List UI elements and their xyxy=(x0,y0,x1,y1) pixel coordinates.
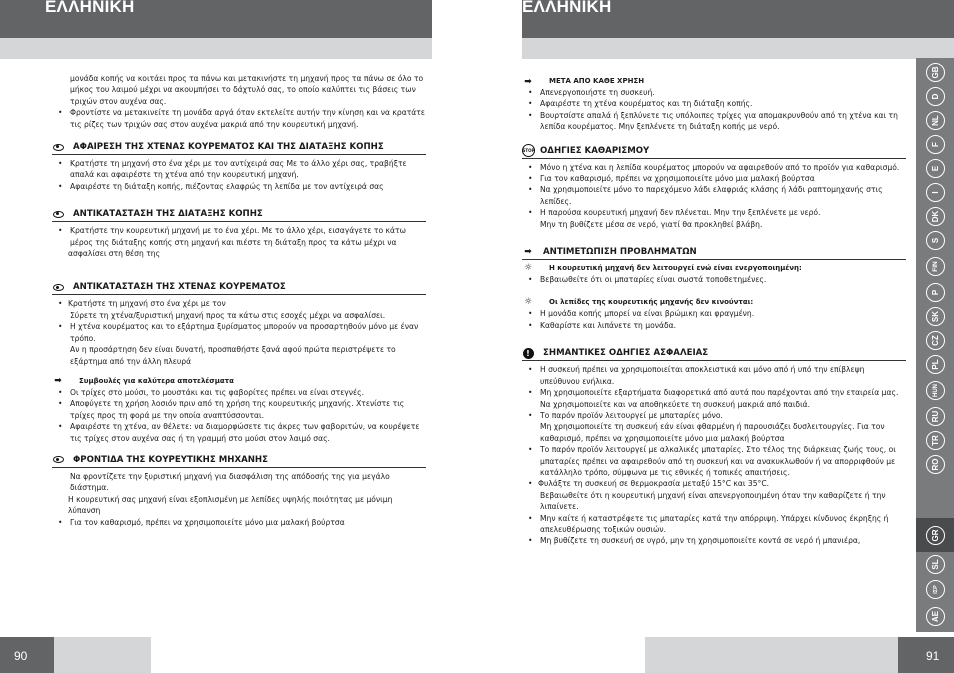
section-replace-blade xyxy=(52,209,426,259)
section-title: ΦΡΟΝΤΙΔΑ ΤΗΣ ΚΟΥΡΕΥΤΙΚΗΣ ΜΗΧΑΝΗΣ xyxy=(73,454,269,465)
section-safety xyxy=(522,348,906,547)
list-item: • Φυλάξτε τη συσκευή σε θερμοκρασία μεταξύ 15°C και 35°C. xyxy=(522,478,906,489)
language-tab-ru[interactable]: RU xyxy=(916,404,954,428)
language-tab-tr[interactable]: TR xyxy=(916,428,954,452)
list-item: • Η συσκευή πρέπει να χρησιμοποιείται αποκλειστικά και μόνο από ή υπό την επίβλεψη υπεύθυνου ενήλικα. xyxy=(522,364,906,387)
language-tab-p[interactable]: P xyxy=(916,280,954,304)
eye-icon xyxy=(52,209,64,219)
language-tab-pl[interactable]: PL xyxy=(916,352,954,376)
right-page-content xyxy=(522,76,906,547)
list-item-cont: Βεβαιωθείτε ότι η κουρευτική μηχανή είναι απενεργοποιημένη όταν την καθαρίζετε ή την λιπαίνετε. xyxy=(540,490,886,512)
eye-icon xyxy=(52,142,64,152)
page-number-left: 90 xyxy=(0,637,54,673)
arrow-right-icon: ➡ xyxy=(54,376,62,387)
list-item: • Μην καίτε ή καταστρέφετε τις μπαταρίες κατά την απόρριψη. Υπάρχει κίνδυνος έκρηξης ή απελευθέρωσης τοξικών ουσιών. xyxy=(522,513,906,536)
header-strip-right xyxy=(522,38,954,59)
list-item: • Κρατήστε τη μηχανή στο ένα χέρι με τον xyxy=(52,298,426,309)
language-tab-e[interactable]: E xyxy=(916,156,954,180)
list-item-cont: Σύρετε τη χτένα/ξυριστική μηχανή προς τα κάτω στις εσοχές μέχρι να ασφαλίσει. xyxy=(70,310,386,320)
language-tab-fin[interactable]: FIN xyxy=(916,252,954,280)
section-heading xyxy=(52,142,426,155)
list-item: • Μη χρησιμοποιείτε εξαρτήματα διαφορετικά από αυτά που παρέχονται από την εταιρεία μας. xyxy=(522,387,906,398)
arrow-right-icon: ➡ xyxy=(524,247,532,258)
section-heading xyxy=(522,146,906,159)
language-tab-il[interactable]: ΙΣΡ xyxy=(916,576,954,602)
list-item: • Μόνο η χτένα και η λεπίδα κουρέματος μπορούν να αφαιρεθούν από το προϊόν για καθαρισμό. xyxy=(522,162,906,173)
list-item: • Η παρούσα κουρευτική μηχανή δεν πλένεται. Μην την ξεπλένετε με νερό. xyxy=(522,207,906,218)
stop-icon: STOP xyxy=(522,146,534,156)
section-title: ΑΦΑΙΡΕΣΗ ΤΗΣ ΧΤΕΝΑΣ ΚΟΥΡΕΜΑΤΟΣ ΚΑΙ ΤΗΣ ΔΙΑΤΑΞΗΣ ΚΟΠΗΣ xyxy=(73,142,384,153)
list-item: • Καθαρίστε και λιπάνετε τη μονάδα. xyxy=(522,320,906,331)
left-page-content xyxy=(52,73,426,528)
language-tab-nl[interactable]: NL xyxy=(916,108,954,132)
section-title: ΟΔΗΓΙΕΣ ΚΑΘΑΡΙΣΜΟΥ xyxy=(540,145,650,156)
section-title: ΣΗΜΑΝΤΙΚΕΣ ΟΔΗΓΙΕΣ ΑΣΦΑΛΕΙΑΣ xyxy=(543,348,709,359)
page-title-right: ΕΛΛΗΝΙΚΗ xyxy=(522,0,612,16)
section-heading xyxy=(52,282,426,295)
list-item: • Το παρόν προϊόν λειτουργεί με μπαταρίες μόνο. xyxy=(522,410,906,421)
list-item-cont: Αν η προσάρτηση δεν είναι δυνατή, προσπαθήστε ξανά αφού πρώτα περιστρέψετε το εξάρτημα από την άλλη πλευρά xyxy=(70,345,396,366)
paragraph: Να φροντίζετε την ξυριστική μηχανή για διασφάλιση της απόδοσής της για μεγάλο διάστημα. xyxy=(70,471,390,493)
list-item-cont: ασφαλίσει στη θέση της xyxy=(68,249,161,259)
after-use-heading: ➡ ΜΕΤΑ ΑΠΟ ΚΑΘΕ ΧΡΗΣΗ xyxy=(522,76,906,87)
list-item: • Κρατήστε την κουρευτική μηχανή με το ένα χέρι. Με το άλλο χέρι, εισαγάγετε το κάτω μέρος της διάταξης κοπής στη μηχανή και πιέστε τη διάταξη προς τα κάτω μέχρι να xyxy=(52,225,426,248)
list-item: • Οι τρίχες στο μούσι, το μουστάκι και τις φαβορίτες πρέπει να είναι στεγνές. xyxy=(52,387,426,398)
language-tab-i[interactable]: I xyxy=(916,180,954,204)
list-item: • Για τον καθαρισμό, πρέπει να χρησιμοποιείτε μόνο μια μαλακή βούρτσα xyxy=(52,517,426,528)
section-title: ΑΝΤΙΜΕΤΩΠΙΣΗ ΠΡΟΒΛΗΜΑΤΩΝ xyxy=(543,247,697,258)
list-item: • Η μονάδα κοπής μπορεί να είναι βρώμικη και φραγμένη. xyxy=(522,308,906,319)
list-item: • Βουρτσίστε απαλά ή ξεπλύνετε τις υπόλοιπες τρίχες για απομακρυνθούν από τη χτένα και τη λεπίδα κουρέματος. Μην ξεπλένετε τη διάταξη κοπής με νερό. xyxy=(522,110,906,133)
section-troubleshooting xyxy=(522,247,906,331)
footer-strip-right xyxy=(645,637,898,673)
footer-strip-left xyxy=(54,637,151,673)
paragraph: Η κουρευτική σας μηχανή είναι εξοπλισμένη με λεπίδες υψηλής ποιότητας με μόνιμη λύπανση xyxy=(68,494,393,516)
sun-icon: ☼ xyxy=(523,297,533,308)
list-item: • Αφαιρέστε τη χτένα κουρέματος και τη διάταξη κοπής. xyxy=(522,98,906,109)
tips-heading: ➡ Συμβουλές για καλύτερα αποτελέσματα xyxy=(52,376,426,387)
language-tab-ro[interactable]: RO xyxy=(916,452,954,476)
list-item: • Αφαιρέστε τη διάταξη κοπής, πιέζοντας ελαφρώς τη λεπίδα με τον αντίχειρά σας xyxy=(52,181,426,192)
intro-bullet: • Φροντίστε να μετακινείτε τη μονάδα αργά όταν εκτελείτε αυτήν την κίνηση και να κρατάτε τις ρίζες των τριχών σας στον αυχένα μακριά από την κουρευτική μηχανή. xyxy=(52,107,426,130)
language-tab-dk[interactable]: DK xyxy=(916,204,954,228)
list-item: • Αφαιρέστε τη χτένα, αν θέλετε: να διαμορφώσετε τις άκρες των φαβοριτών, να κουρέψετε τις τρίχες στον αυχένα σας ή τη γραμμή στο μούσι στον λαιμό σας. xyxy=(52,421,426,444)
section-title: ΑΝΤΙΚΑΤΑΣΤΑΣΗ ΤΗΣ ΧΤΕΝΑΣ ΚΟΥΡΕΜΑΤΟΣ xyxy=(73,282,286,293)
sun-icon: ☼ xyxy=(523,263,533,274)
problem-heading: ☼ Η κουρευτική μηχανή δεν λειτουργεί ενώ είναι ενεργοποιημένη: xyxy=(523,263,802,274)
list-item-cont: Μη χρησιμοποιείτε τη συσκευή εάν είναι φθαρμένη ή παρουσιάζει δυσλειτουργίες. Για τον καθαρισμό, πρέπει να χρησιμοποιείτε μόνο μια μαλακή βούρτσα xyxy=(540,422,885,443)
page-title-left: ΕΛΛΗΝΙΚΗ xyxy=(45,0,135,16)
eye-icon xyxy=(52,455,64,465)
language-tabs xyxy=(916,58,954,632)
section-heading xyxy=(52,209,426,222)
list-item: • Για τον καθαρισμό, πρέπει να χρησιμοποιείτε μόνο μια μαλακή βούρτσα xyxy=(522,173,906,184)
warning-icon: ! xyxy=(522,348,534,358)
language-tab-cz[interactable]: CZ xyxy=(916,328,954,352)
language-tab-s[interactable]: S xyxy=(916,228,954,252)
list-item-cont: Μην τη βυθίζετε μέσα σε νερό, γιατί θα προκληθεί βλάβη. xyxy=(540,219,763,229)
language-tab-sl[interactable]: SL xyxy=(916,552,954,576)
section-heading xyxy=(522,348,906,361)
list-item: • Η χτένα κουρέματος και το εξάρτημα ξυρίσματος μπορούν να προσαρτηθούν μόνο με έναν τρόπο. xyxy=(52,321,426,344)
list-item: • Κρατήστε τη μηχανή στο ένα χέρι με τον αντίχειρά σας Με το άλλο χέρι σας, τραβήξτε απαλά και αφαιρέστε τη χτένα από την κουρευτική μηχανή. xyxy=(52,158,426,181)
list-item: • Αποφύγετε τη χρήση λοσιόν πριν από τη χρήση της κουρευτικής μηχανής. Χτενίστε τις τρίχες προς τη φορά με την οποία αναπτύσσονται. xyxy=(52,398,426,421)
language-tab-sk[interactable]: SK xyxy=(916,304,954,328)
list-item: • Το παρόν προϊόν λειτουργεί με αλκαλικές μπαταρίες. Στο τέλος της διάρκειας ζωής τους, οι μπαταρίες πρέπει να αφαιρεθούν από τη συσκευή και να ανακυκλωθούν ή να απορριφθούν με κατάλληλο τρόπο, σύμφωνα με τις εθνικές ή τοπικές απαιτήσεις. xyxy=(522,444,906,478)
section-cleaning xyxy=(522,146,906,230)
list-item-cont: Να χρησιμοποιείτε και να αποθηκεύετε τη συσκευή μακριά από παιδιά. xyxy=(540,399,811,409)
section-heading xyxy=(52,455,426,468)
language-tab-hun[interactable]: HUN xyxy=(916,376,954,404)
header-strip-left xyxy=(0,38,432,59)
list-item: • Να χρησιμοποιείτε μόνο το παρεχόμενο λάδι ελαφριάς κλάσης ή λάδι ραπτομηχανής στις λεπίδες. xyxy=(522,184,906,207)
section-care xyxy=(52,455,426,528)
language-tab-d[interactable]: D xyxy=(916,84,954,108)
section-heading xyxy=(522,247,906,260)
section-title: ΑΝΤΙΚΑΤΑΣΤΑΣΗ ΤΗΣ ΔΙΑΤΑΞΗΣ ΚΟΠΗΣ xyxy=(73,209,263,220)
problem-heading: ☼ Οι λεπίδες της κουρευτικής μηχανής δεν κινούνται: xyxy=(523,297,754,308)
list-item: • Μη βυθίζετε τη συσκευή σε υγρό, μην τη χρησιμοποιείτε κοντά σε νερό ή μπανιέρα, xyxy=(522,535,906,546)
list-item: • Απενεργοποιήστε τη συσκευή. xyxy=(522,87,906,98)
page-number-right: 91 xyxy=(898,637,954,673)
intro-text: μονάδα κοπής να κοιτάει προς τα πάνω και μετακινήστε τη μηχανή προς τα πάνω σε όλο το μήκος του λαιμού μέχρι να ακουμπήσει το δάχτυλό σας, το οποίο καλύπτει τις βάσεις των τριχών στον αυχένα σας. xyxy=(70,74,424,106)
language-tab-ae[interactable]: AE xyxy=(916,602,954,630)
language-tab-f[interactable]: F xyxy=(916,132,954,156)
header-band-right xyxy=(522,0,954,38)
list-item: • Βεβαιωθείτε ότι οι μπαταρίες είναι σωστά τοποθετημένες. xyxy=(522,274,906,285)
header-band-left xyxy=(0,0,432,38)
eye-icon xyxy=(52,282,64,292)
section-remove-comb xyxy=(52,142,426,192)
section-replace-comb xyxy=(52,282,426,443)
arrow-right-icon: ➡ xyxy=(524,76,532,87)
language-tab-gb[interactable]: GB xyxy=(916,60,954,84)
language-tab-gr[interactable]: GR xyxy=(916,518,954,552)
